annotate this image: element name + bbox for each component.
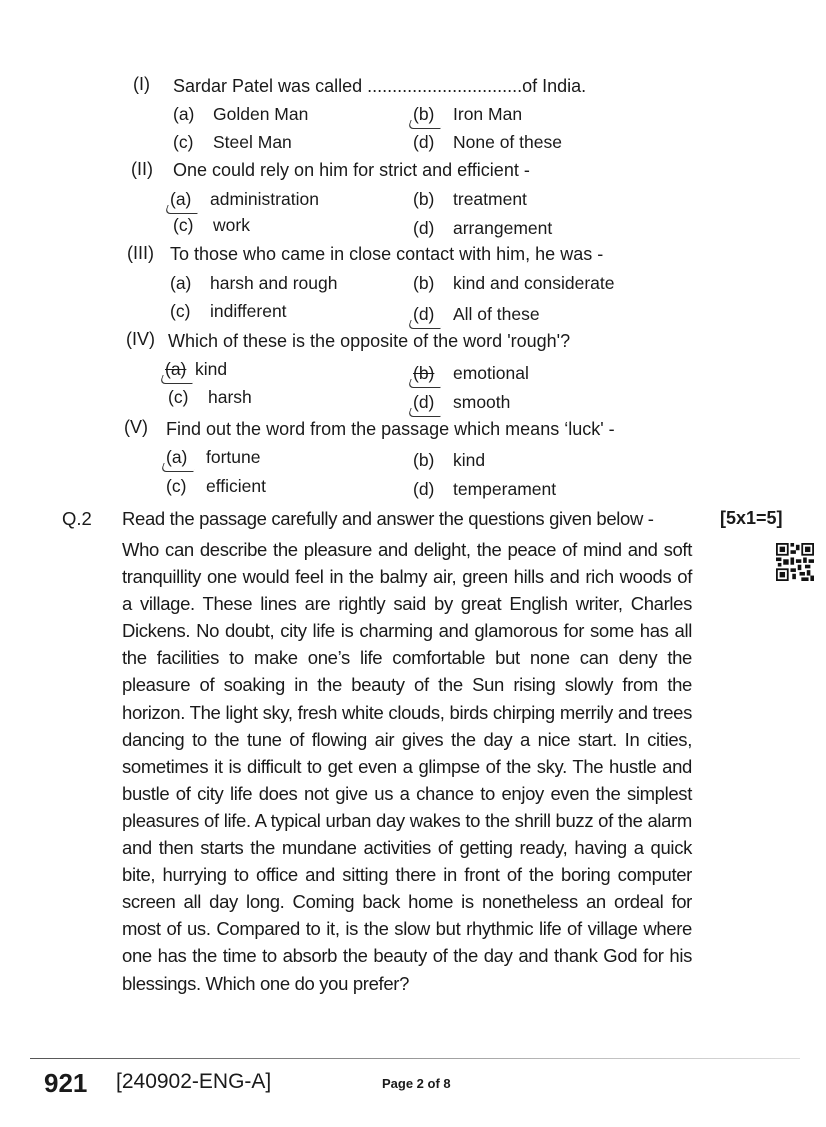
option-b: (b) kind and considerate [413, 273, 615, 293]
option-a: (a) Golden Man [173, 104, 309, 124]
option-c: (c) efficient [166, 476, 266, 496]
q2-instruction: Read the passage carefully and answer the questions given below - [122, 508, 654, 529]
question-text: Which of these is the opposite of the word 'rough'? [168, 331, 571, 351]
question-number: (IV) [126, 329, 155, 349]
option-d: (d) temperament [413, 479, 557, 499]
footer-exam-code: 921 [44, 1068, 88, 1098]
option-d-marked: (d) All of these [413, 304, 540, 324]
question-text: Find out the word from the passage which means ‘luck' - [166, 419, 615, 439]
option-b: (b) treatment [413, 189, 527, 209]
option-a: (a) harsh and rough [170, 273, 338, 293]
footer-divider [30, 1058, 800, 1059]
option-c: (c) work [173, 215, 250, 235]
option-a-marked: (a) kind [165, 359, 228, 379]
option-b-marked: (b) emotional [413, 363, 529, 383]
qr-code-icon [775, 543, 815, 581]
question-number: (I) [133, 74, 150, 94]
question-text: To those who came in close contact with him, he was - [170, 244, 604, 264]
question-number: (III) [127, 243, 154, 263]
option-b: (b) kind [413, 450, 486, 470]
marks-allocation: [5x1=5] [720, 508, 783, 528]
page-number: Page 2 of 8 [382, 1076, 451, 1091]
option-d-marked: (d) smooth [413, 392, 511, 412]
option-d: (d) arrangement [413, 218, 553, 238]
reading-passage: Who can describe the pleasure and delight, the peace of mind and soft tranquillity one would feel in the balmy air, green hills and rich woods of a village. These lines are rightly said by great English writer, Charles Dickens. No doubt, city life is charming and glamorous for some has all the facilities to make one’s life comfortable but none can deny the pleasure of soaking in the beauty of the Sun rising slowly from the horizon. The light sky, fresh white clouds, birds chirping merrily and trees dancing to the tune of flowing air gives the day a nice start. In cities, sometimes it is difficult to get even a glimpse of the sky. The hustle and bustle of city life does not give us a chance to enjoy even the simplest pleasures of life. A typical urban day wakes to the shrill buzz of the alarm and then starts the mundane activities of getting ready, having a quick bite, hurrying to office and sitting there in front of the boring computer screen all day long. Coming back home is nonetheless an ordeal for most of us. Compared to it, is the slow but rhythmic life of village where one has the time to absorb the beauty of the day and thank God for his blessings. Which one do you prefer? [122, 539, 692, 994]
option-c: (c) Steel Man [173, 132, 292, 152]
option-b-marked: (b) Iron Man [413, 104, 523, 124]
footer-paper-code: [240902-ENG-A] [116, 1070, 272, 1093]
option-d: (d) None of these [413, 132, 562, 152]
q2-number: Q.2 [62, 508, 92, 529]
option-a-marked: (a) fortune [166, 447, 261, 467]
question-number: (II) [131, 159, 153, 179]
question-text: One could rely on him for strict and efficient - [173, 160, 530, 180]
question-text: Sardar Patel was called ...............................of India. [173, 76, 587, 96]
option-c: (c) indifferent [170, 301, 287, 321]
option-a-marked: (a) administration [170, 189, 319, 209]
question-number: (V) [124, 417, 148, 437]
option-c: (c) harsh [168, 387, 252, 407]
